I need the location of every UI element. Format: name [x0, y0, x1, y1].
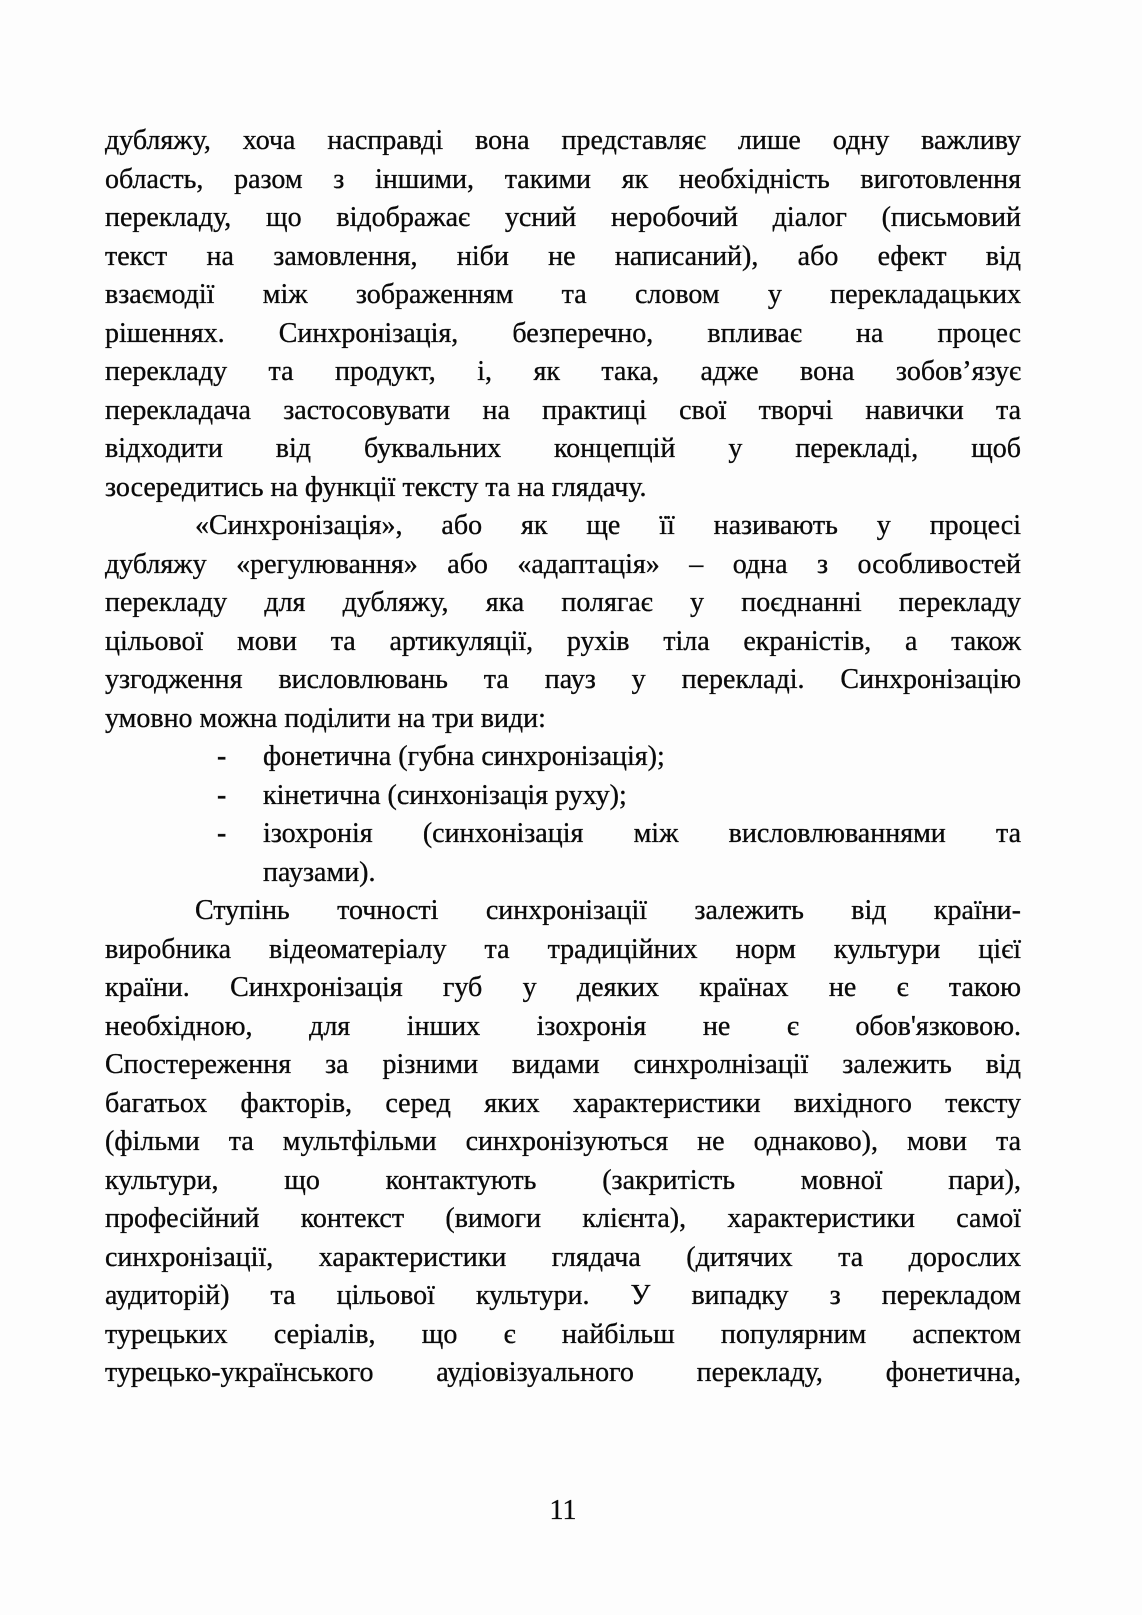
- text-line: культури, що контактують (закритість мовної пари),: [105, 1164, 1021, 1196]
- paragraph: [105, 122, 1021, 507]
- text-line: країни. Синхронізація губ у деяких країнах не є такою: [105, 972, 1021, 1003]
- text-line: виробника відеоматеріалу та традиційних норм культури цієї: [105, 933, 1021, 965]
- text-line: синхронізації, характеристики глядача (дитячих та дорослих: [105, 1241, 1021, 1273]
- text-line: дубляжу, хоча насправді вона представляє лише одну важливу: [105, 125, 1021, 156]
- text-line: Ступінь точності синхронізації залежить від країни-: [195, 895, 1021, 926]
- list-marker-dash: -: [217, 818, 227, 849]
- text-line: аудиторій) та цільової культури. У випадку з перекладом: [105, 1280, 1021, 1311]
- text-line: необхідною, для інших ізохронія не є обов'язковою.: [105, 1010, 1021, 1042]
- text-line: перекладу та продукт, і, як така, адже вона зобов’язує: [105, 356, 1021, 387]
- text-line: перекладу для дубляжу, яка полягає у поєднанні перекладу: [105, 587, 1021, 618]
- list-item-text: кінетична (синхонізація руху);: [263, 779, 627, 811]
- list-item-text: ізохронія (синхонізація між висловлюваннями та: [263, 818, 1021, 849]
- list-marker-dash: [217, 854, 263, 893]
- list-marker-dash: -: [217, 779, 227, 811]
- text-line: Спостереження за різними видами синхролнізації залежить від: [105, 1049, 1021, 1080]
- text-line: рішеннях. Синхронізація, безперечно, впливає на процес: [105, 317, 1021, 349]
- text-line: (фільми та мультфільми синхронізуються не однаково), мови та: [105, 1126, 1021, 1157]
- list-item: [105, 777, 1021, 816]
- paragraph: [105, 507, 1021, 738]
- text-line: «Синхронізація», або як ще її називають у процесі: [195, 510, 1021, 541]
- list-item-text: паузами).: [263, 856, 376, 888]
- text-line: умовно можна поділити на три види:: [105, 702, 546, 734]
- text-line: зосередитись на функції тексту та на глядачу.: [105, 471, 647, 503]
- list-item: [105, 815, 1021, 854]
- list-item: [105, 854, 1021, 893]
- text-line: багатьох факторів, серед яких характеристики вихідного тексту: [105, 1087, 1021, 1119]
- list-item-text: фонетична (губна синхронізація);: [263, 741, 665, 772]
- text-line: професійний контекст (вимоги клієнта), характеристики самої: [105, 1203, 1021, 1234]
- paragraph: [105, 892, 1021, 1393]
- list-item: [105, 738, 1021, 777]
- text-line: турецько-українського аудіовізуального перекладу, фонетична,: [105, 1357, 1021, 1388]
- text-line: перекладу, що відображає усний неробочий діалог (письмовий: [105, 202, 1021, 233]
- text-line: дубляжу «регулювання» або «адаптація» – одна з особливостей: [105, 548, 1021, 580]
- bullet-list: [105, 738, 1021, 892]
- text-line: відходити від буквальних концепцій у перекладі, щоб: [105, 433, 1021, 464]
- text-line: перекладача застосовувати на практиці свої творчі навички та: [105, 394, 1021, 426]
- text-line: турецьких серіалів, що є найбільш популярним аспектом: [105, 1318, 1021, 1350]
- text-line: текст на замовлення, ніби не написаний), або ефект від: [105, 240, 1021, 272]
- text-line: цільової мови та артикуляції, рухів тіла екраністів, а також: [105, 625, 1021, 657]
- text-line: область, разом з іншими, такими як необхідність виготовлення: [105, 163, 1021, 195]
- page-number: 11: [549, 1495, 577, 1526]
- text-line: узгодження висловлювань та пауз у перекладі. Синхронізацію: [105, 664, 1021, 695]
- list-marker-dash: -: [217, 741, 227, 772]
- document-body: [105, 122, 1021, 1393]
- text-line: взаємодії між зображенням та словом у перекладацьких: [105, 279, 1021, 310]
